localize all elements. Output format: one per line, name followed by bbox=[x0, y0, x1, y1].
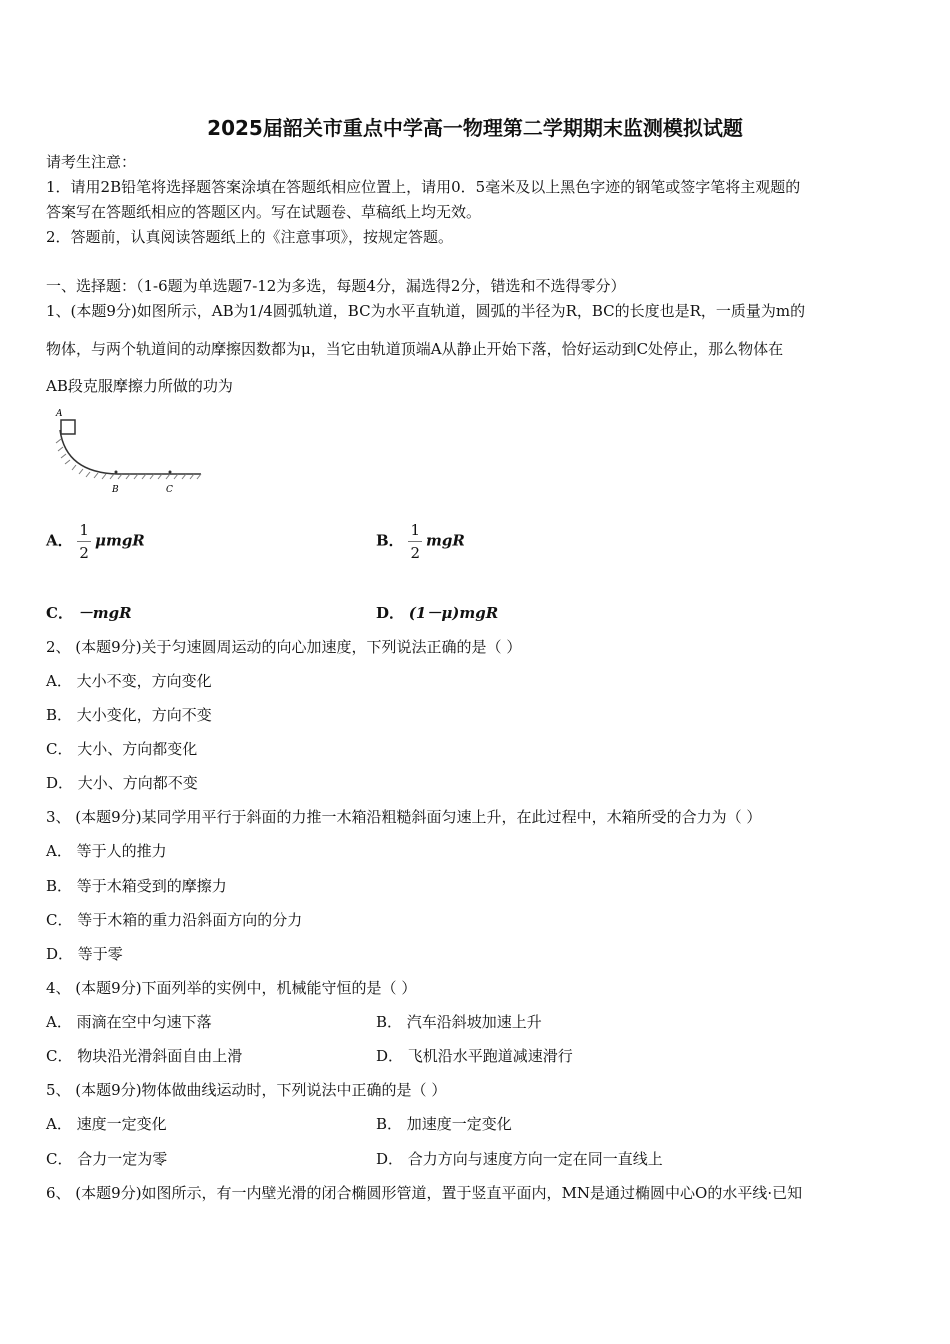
q6-stem: 6、 (本题9分)如图所示，有一内壁光滑的闭合椭圆形管道，置于竖直平面内，MN是通过椭圆中心O的水平线·已知 bbox=[46, 1184, 803, 1202]
q1-option-c-label: C． bbox=[46, 604, 73, 622]
notice-line-1-cont: 答案写在答题纸相应的答题区内。写在试题卷、草稿纸上均无效。 bbox=[46, 203, 482, 221]
q1-option-c[interactable] bbox=[46, 603, 132, 623]
notice-heading: 请考生注意： bbox=[46, 153, 137, 171]
label-c: C bbox=[166, 485, 173, 495]
block-icon bbox=[61, 420, 75, 434]
q2-option-a[interactable]: A． 大小不变，方向变化 bbox=[46, 672, 212, 690]
q2-option-b[interactable]: B． 大小变化，方向不变 bbox=[46, 706, 212, 724]
q5-option-a[interactable]: A． 速度一定变化 bbox=[46, 1115, 167, 1133]
q4-option-d[interactable]: D． 飞机沿水平跑道减速滑行 bbox=[376, 1047, 573, 1065]
q1-option-b[interactable] bbox=[376, 519, 465, 564]
q3-option-c[interactable]: C． 等于木箱的重力沿斜面方向的分力 bbox=[46, 911, 303, 929]
notice-line-2: 2．答题前，认真阅读答题纸上的《注意事项》，按规定答题。 bbox=[46, 228, 454, 246]
q5-stem: 5、 (本题9分)物体做曲线运动时，下列说法中正确的是（ ） bbox=[46, 1081, 447, 1099]
q1-stem-line-2: 物体，与两个轨道间的动摩擦因数都为μ，当它由轨道顶端A从静止开始下落，恰好运动到C处停止，那么物体在 bbox=[46, 340, 784, 358]
q1-option-b-text: mgR bbox=[426, 531, 465, 550]
q1-option-d-label: D． bbox=[376, 604, 405, 622]
fraction: $\frac{1}{2}$ bbox=[410, 521, 421, 562]
q2-option-d[interactable]: D． 大小、方向都不变 bbox=[46, 774, 198, 792]
q4-option-a[interactable]: A． 雨滴在空中匀速下落 bbox=[46, 1013, 212, 1031]
q4-option-b[interactable]: B． 汽车沿斜坡加速上升 bbox=[376, 1013, 542, 1031]
q1-option-d-text: (1－μ)mgR bbox=[408, 604, 499, 622]
track-hatching bbox=[56, 439, 201, 479]
label-a: A bbox=[56, 409, 63, 419]
q4-stem: 4、 (本题9分)下面列举的实例中，机械能守恒的是（ ） bbox=[46, 979, 417, 997]
q1-track-figure bbox=[48, 405, 208, 497]
q5-option-b[interactable]: B． 加速度一定变化 bbox=[376, 1115, 512, 1133]
q1-option-a-label: A． bbox=[46, 531, 73, 550]
section-heading: 一、选择题：（1-6题为单选题7-12为多选，每题4分，漏选得2分，错选和不选得零分） bbox=[46, 277, 626, 295]
q1-option-a-text: μmgR bbox=[94, 531, 145, 550]
q1-option-a[interactable] bbox=[46, 519, 145, 564]
q3-stem: 3、 (本题9分)某同学用平行于斜面的力推一木箱沿粗糙斜面匀速上升，在此过程中，木箱所受的合力为（ ） bbox=[46, 808, 762, 826]
fraction: $\frac{1}{2}$ bbox=[79, 521, 89, 562]
q2-option-c[interactable]: C． 大小、方向都变化 bbox=[46, 740, 198, 758]
q1-option-d[interactable] bbox=[376, 603, 498, 623]
notice-line-1: 1．请用2B铅笔将选择题答案涂填在答题纸相应位置上，请用0．5毫米及以上黑色字迹的钢笔或签字笔将主观题的 bbox=[46, 178, 801, 196]
q1-stem-line-1: 1、(本题9分)如图所示，AB为1/4圆弧轨道，BC为水平直轨道，圆弧的半径为R，BC的长度也是R，一质量为m的 bbox=[46, 302, 806, 320]
q3-option-d[interactable]: D． 等于零 bbox=[46, 945, 123, 963]
q2-stem: 2、 (本题9分)关于匀速圆周运动的向心加速度，下列说法正确的是（ ） bbox=[46, 638, 522, 656]
q3-option-a[interactable]: A． 等于人的推力 bbox=[46, 842, 167, 860]
q1-option-b-label: B． bbox=[376, 531, 404, 550]
q5-option-d[interactable]: D． 合力方向与速度方向一定在同一直线上 bbox=[376, 1150, 663, 1168]
q1-stem-line-3: AB段克服摩擦力所做的功为 bbox=[46, 377, 233, 395]
label-b: B bbox=[112, 485, 119, 495]
q5-option-c[interactable]: C． 合力一定为零 bbox=[46, 1150, 168, 1168]
q1-option-c-text: －mgR bbox=[77, 604, 132, 622]
q4-option-c[interactable]: C． 物块沿光滑斜面自由上滑 bbox=[46, 1047, 243, 1065]
track-curve bbox=[60, 430, 201, 474]
q3-option-b[interactable]: B． 等于木箱受到的摩擦力 bbox=[46, 877, 227, 895]
page-title: 2025届韶关市重点中学高一物理第二学期期末监测模拟试题 bbox=[207, 116, 743, 140]
